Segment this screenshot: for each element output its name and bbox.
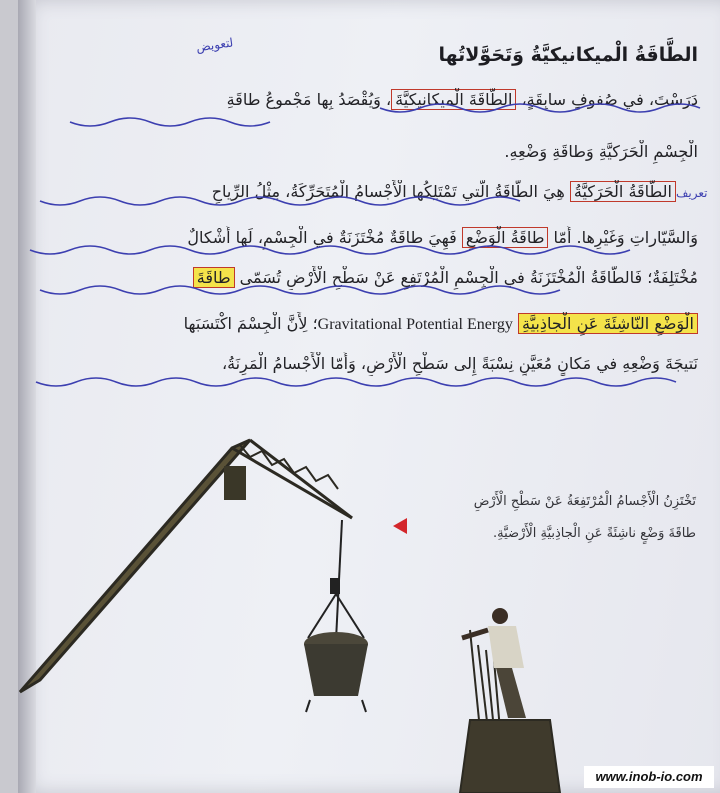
- pen-squiggle: [40, 286, 560, 294]
- figure-caption-line-1: تَخْتَزِنُ الْأَجْسامُ الْمُرْتَفِعَةُ عَنْ سَطْحِ الْأَرْضِ: [473, 494, 696, 509]
- paragraph-1-line-2: الْجِسْمِ الْحَرَكيَّةِ وَطاقَةِ وَضْعِهِ.: [504, 142, 698, 161]
- section-heading: الطَّاقَةُ الْميكانيكيَّةُ وَتَحَوَّلاتُها: [438, 44, 698, 66]
- pulley-block: [224, 466, 246, 500]
- text-run: هِيَ الطّاقَةُ الَّتي تَمْتَلِكُها الْأَجْسامُ الْمُتَحَرِّكَةُ، مِثْلُ الرِّياحِ: [211, 182, 565, 201]
- highlighted-term: الْوَضْعِ النّاشِئَةَ عَنِ الْجاذِبيَّةِ: [518, 313, 698, 334]
- crane-arm: [20, 440, 352, 692]
- paragraph-2-line-5: نَتيجَةَ وَضْعِهِ في مَكانٍ مُعَيَّنٍ نِسْبَةً إِلى سَطْحِ الْأَرْضِ، وَأَمّا الْأَجْسامُ الْمَرِنَةُ،: [221, 354, 698, 373]
- text-run: ، وَيُقْصَدُ بِها مَجْموعُ طاقَةِ: [226, 90, 392, 109]
- watermark-url: www.inob-io.com: [584, 766, 714, 788]
- english-term: Gravitational Potential Energy: [317, 316, 513, 333]
- pen-squiggle: [36, 378, 676, 386]
- text-run: دَرَسْتَ، في صُفوفٍ سابِقَةٍ،: [521, 90, 698, 109]
- highlighted-term: طاقَةَ: [193, 267, 235, 288]
- boxed-term: الطّاقَةُ الْحَرَكيَّةُ: [570, 181, 676, 202]
- text-run: ؛ لِأَنَّ الْجِسْمَ اكْتَسَبَها: [183, 314, 318, 333]
- concrete-bucket: [304, 594, 368, 712]
- figure-caption-line-2: طاقَةَ وَضْعٍ ناشِئَةً عَنِ الْجاذِبيَّةِ الْأَرْضيَّةِ.: [493, 526, 696, 541]
- handwritten-note: لتعويض: [195, 35, 235, 55]
- text-run: مُخْتَلِفَةٌ؛ فَالطّاقَةُ الْمُخْتَزَنَةُ في الْجِسْمِ الْمُرْتَفِعِ عَنْ سَطْحِ الْأَرْضِ تُسَمّى: [239, 268, 698, 287]
- margin-note: تعريف: [676, 186, 708, 200]
- caption-pointer-icon: [393, 518, 407, 534]
- boxed-term: طاقَةُ الْوَضْعِ: [462, 227, 549, 248]
- text-run: فَهِيَ طاقَةٌ مُخْتَزَنَةٌ في الْجِسْمِ، لَها أَشْكالٌ: [187, 228, 457, 247]
- crane-photo: [0, 400, 720, 793]
- pen-squiggle: [70, 118, 270, 126]
- pen-squiggle: [40, 197, 520, 205]
- worker-figure: [462, 608, 526, 718]
- hook: [330, 578, 340, 594]
- pen-squiggle: [380, 104, 700, 112]
- boxed-term: الطّاقَةَ الْميكانيكيَّةَ: [391, 89, 516, 110]
- text-run: وَالسَّيّاراتِ وَغَيْرِها. أَمّا: [553, 228, 698, 247]
- pen-squiggle: [30, 246, 630, 254]
